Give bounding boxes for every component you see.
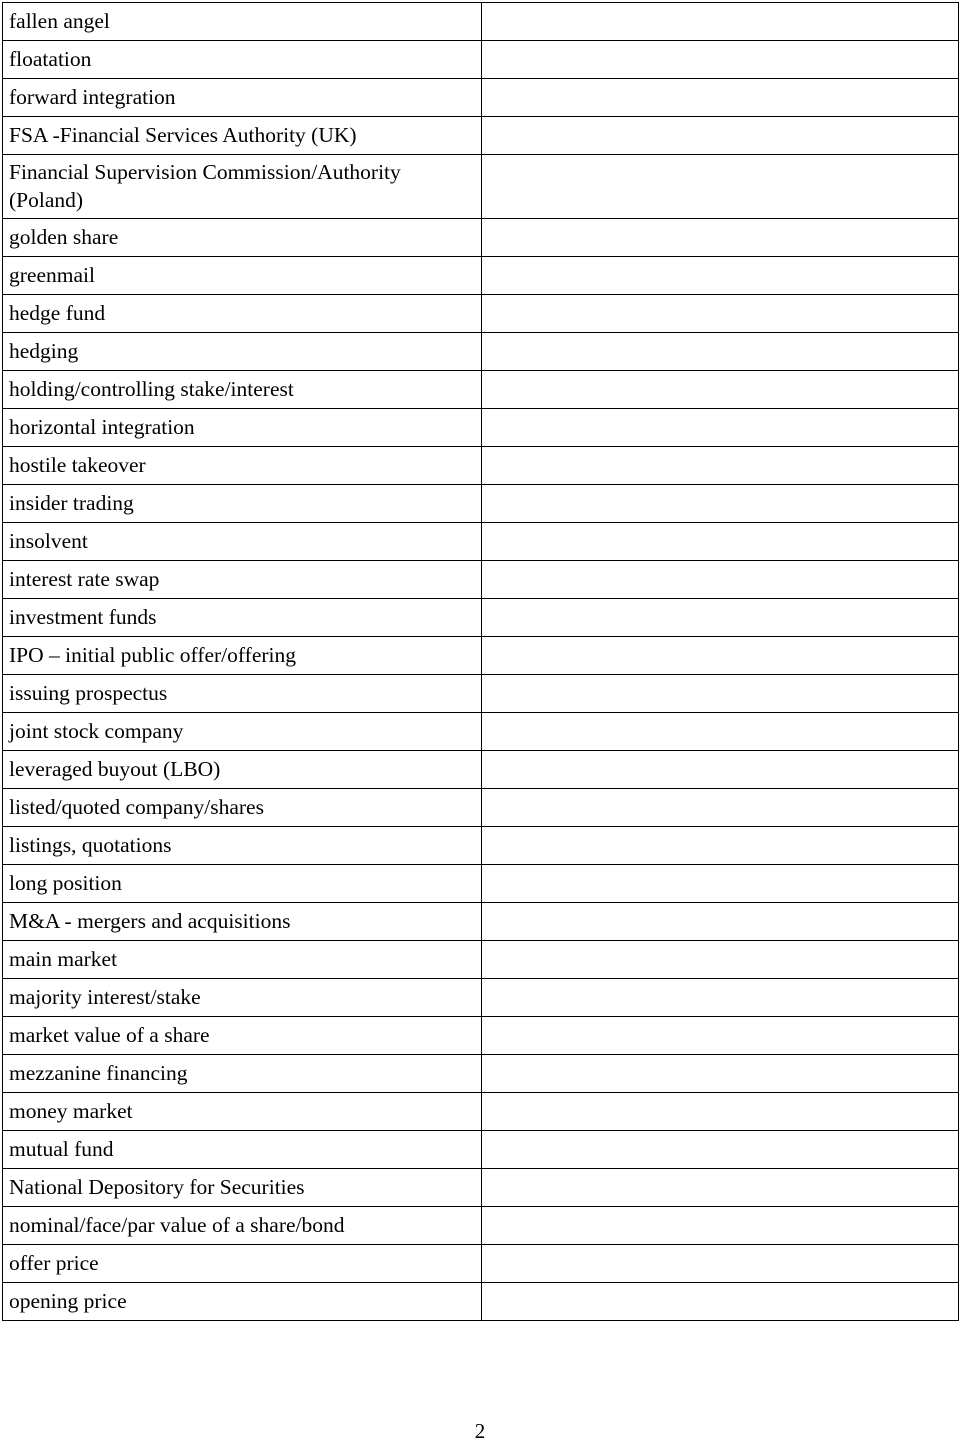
table-row xyxy=(3,3,959,41)
table-row xyxy=(3,1055,959,1093)
table-row xyxy=(3,117,959,155)
table-row xyxy=(3,447,959,485)
translation-cell[interactable] xyxy=(482,599,959,637)
term-cell: market value of a share xyxy=(3,1017,482,1055)
translation-cell[interactable] xyxy=(482,865,959,903)
page-number: 2 xyxy=(474,1419,486,1443)
table-row xyxy=(3,219,959,257)
translation-cell[interactable] xyxy=(482,295,959,333)
translation-cell[interactable] xyxy=(482,675,959,713)
translation-cell[interactable] xyxy=(482,3,959,41)
translation-cell[interactable] xyxy=(482,409,959,447)
term-cell: interest rate swap xyxy=(3,561,482,599)
table-row xyxy=(3,523,959,561)
translation-cell[interactable] xyxy=(482,79,959,117)
term-cell: nominal/face/par value of a share/bond xyxy=(3,1207,482,1245)
table-row xyxy=(3,295,959,333)
term-cell: hedging xyxy=(3,333,482,371)
term-cell: greenmail xyxy=(3,257,482,295)
term-cell: opening price xyxy=(3,1283,482,1321)
term-cell: listed/quoted company/shares xyxy=(3,789,482,827)
translation-cell[interactable] xyxy=(482,1131,959,1169)
term-cell: hedge fund xyxy=(3,295,482,333)
translation-cell[interactable] xyxy=(482,155,959,219)
translation-cell[interactable] xyxy=(482,979,959,1017)
table-row xyxy=(3,79,959,117)
term-cell: National Depository for Securities xyxy=(3,1169,482,1207)
table-row xyxy=(3,409,959,447)
table-row xyxy=(3,1017,959,1055)
translation-cell[interactable] xyxy=(482,561,959,599)
table-row xyxy=(3,257,959,295)
term-cell: forward integration xyxy=(3,79,482,117)
table-row xyxy=(3,155,959,219)
table-row xyxy=(3,941,959,979)
translation-cell[interactable] xyxy=(482,1283,959,1321)
term-cell: hostile takeover xyxy=(3,447,482,485)
translation-cell[interactable] xyxy=(482,1245,959,1283)
term-cell: M&A - mergers and acquisitions xyxy=(3,903,482,941)
table-row xyxy=(3,1283,959,1321)
term-cell: mezzanine financing xyxy=(3,1055,482,1093)
table-row xyxy=(3,713,959,751)
term-cell: majority interest/stake xyxy=(3,979,482,1017)
translation-cell[interactable] xyxy=(482,713,959,751)
translation-cell[interactable] xyxy=(482,219,959,257)
translation-cell[interactable] xyxy=(482,751,959,789)
term-cell: money market xyxy=(3,1093,482,1131)
translation-cell[interactable] xyxy=(482,1055,959,1093)
term-cell: joint stock company xyxy=(3,713,482,751)
table-row xyxy=(3,637,959,675)
term-cell: insolvent xyxy=(3,523,482,561)
term-cell: leveraged buyout (LBO) xyxy=(3,751,482,789)
table-row xyxy=(3,1093,959,1131)
translation-cell[interactable] xyxy=(482,637,959,675)
table-row xyxy=(3,485,959,523)
term-cell: investment funds xyxy=(3,599,482,637)
translation-cell[interactable] xyxy=(482,41,959,79)
table-row xyxy=(3,599,959,637)
translation-cell[interactable] xyxy=(482,447,959,485)
translation-cell[interactable] xyxy=(482,827,959,865)
term-cell: FSA -Financial Services Authority (UK) xyxy=(3,117,482,155)
table-row xyxy=(3,903,959,941)
term-cell: horizontal integration xyxy=(3,409,482,447)
table-row xyxy=(3,1245,959,1283)
term-cell: fallen angel xyxy=(3,3,482,41)
table-row xyxy=(3,1131,959,1169)
term-cell: listings, quotations xyxy=(3,827,482,865)
translation-cell[interactable] xyxy=(482,333,959,371)
table-row xyxy=(3,1207,959,1245)
table-row xyxy=(3,675,959,713)
table-row xyxy=(3,561,959,599)
translation-cell[interactable] xyxy=(482,117,959,155)
term-cell: floatation xyxy=(3,41,482,79)
translation-cell[interactable] xyxy=(482,789,959,827)
translation-cell[interactable] xyxy=(482,1169,959,1207)
term-cell: Financial Supervision Commission/Authority (Poland) xyxy=(3,155,482,219)
table-row xyxy=(3,371,959,409)
translation-cell[interactable] xyxy=(482,371,959,409)
translation-cell[interactable] xyxy=(482,1207,959,1245)
term-cell: insider trading xyxy=(3,485,482,523)
translation-cell[interactable] xyxy=(482,903,959,941)
table-row xyxy=(3,789,959,827)
table-row xyxy=(3,865,959,903)
term-cell: long position xyxy=(3,865,482,903)
term-cell: mutual fund xyxy=(3,1131,482,1169)
term-cell: holding/controlling stake/interest xyxy=(3,371,482,409)
translation-cell[interactable] xyxy=(482,1093,959,1131)
table-row xyxy=(3,1169,959,1207)
table-row xyxy=(3,751,959,789)
table-row xyxy=(3,827,959,865)
table-row xyxy=(3,41,959,79)
term-cell: IPO – initial public offer/offering xyxy=(3,637,482,675)
table-row xyxy=(3,333,959,371)
translation-cell[interactable] xyxy=(482,523,959,561)
translation-cell[interactable] xyxy=(482,1017,959,1055)
table-row xyxy=(3,979,959,1017)
term-cell: offer price xyxy=(3,1245,482,1283)
term-cell: main market xyxy=(3,941,482,979)
translation-cell[interactable] xyxy=(482,941,959,979)
glossary-table xyxy=(2,2,959,1321)
term-cell: golden share xyxy=(3,219,482,257)
translation-cell[interactable] xyxy=(482,257,959,295)
translation-cell[interactable] xyxy=(482,485,959,523)
term-cell: issuing prospectus xyxy=(3,675,482,713)
